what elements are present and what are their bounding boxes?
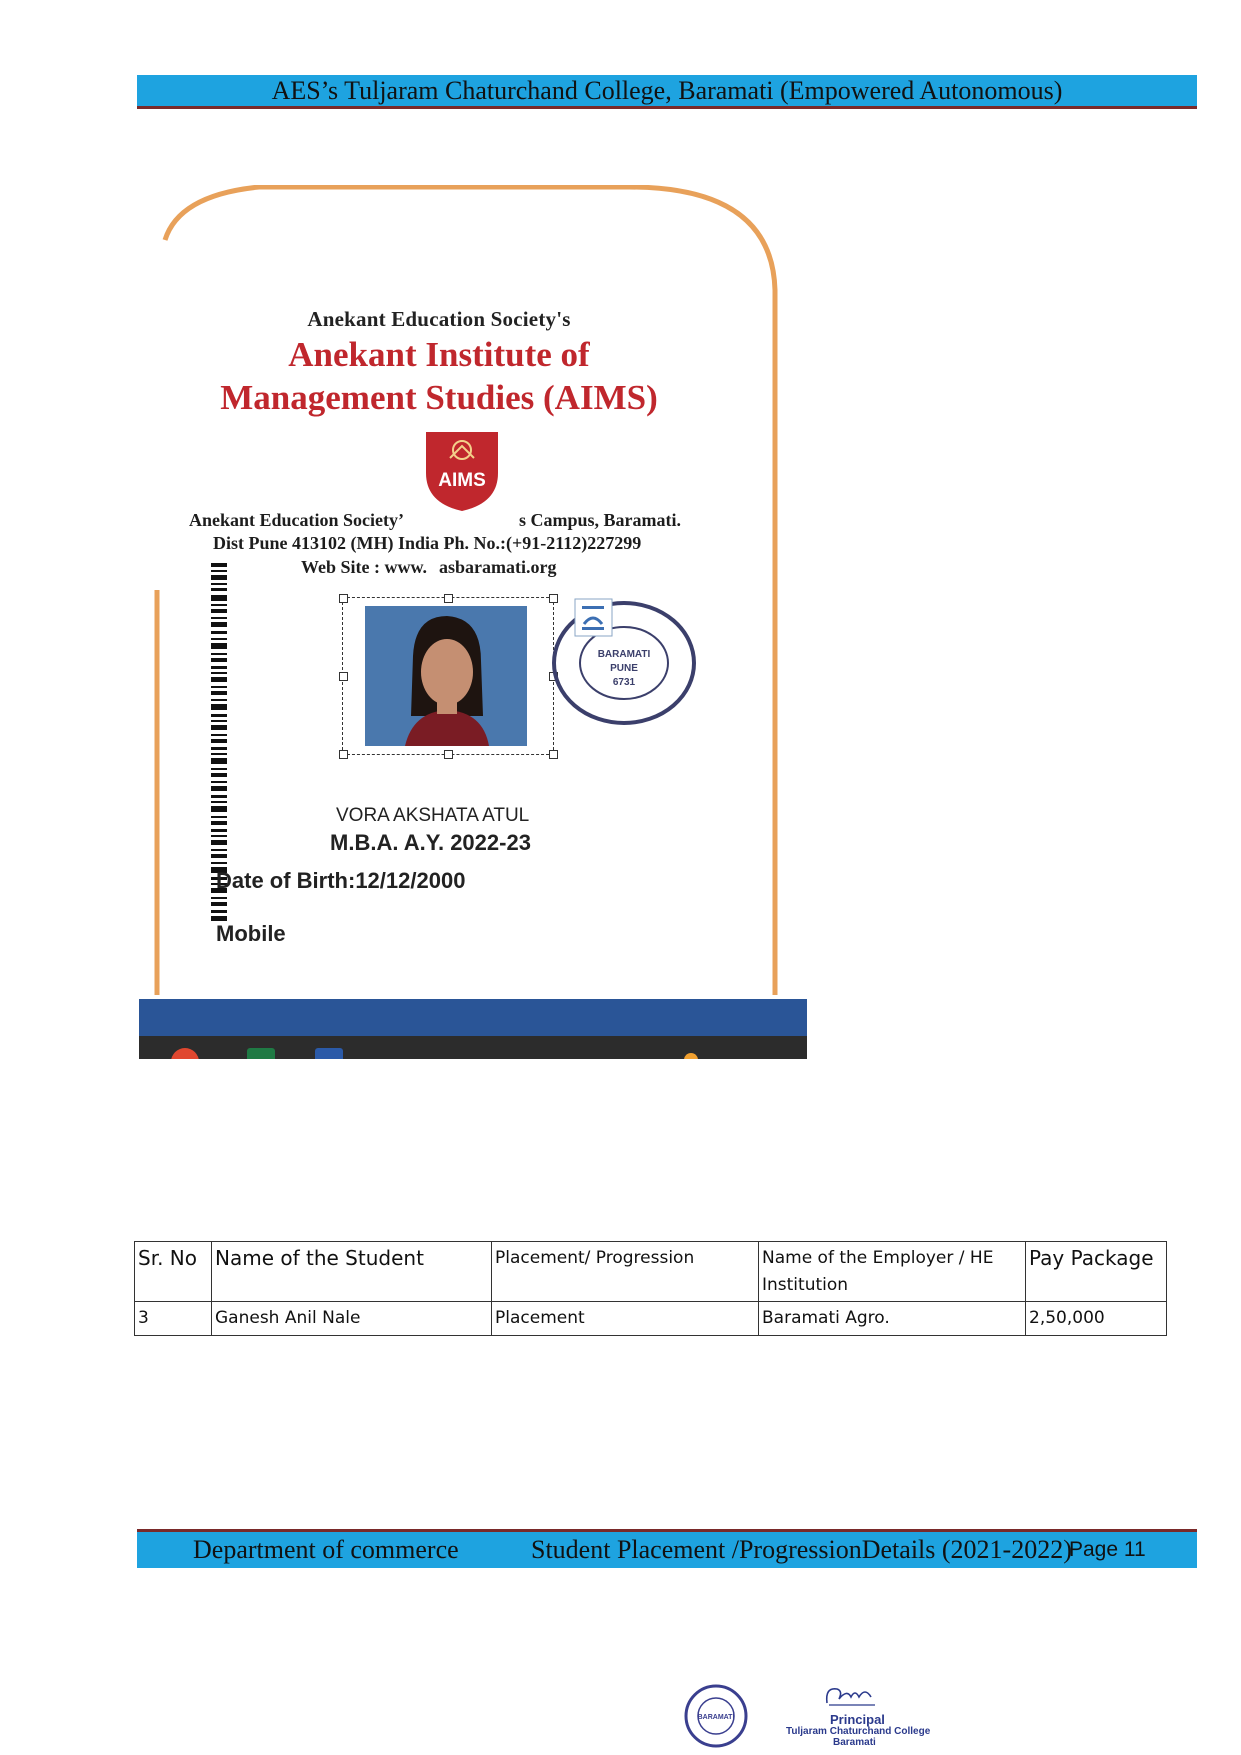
stamp-text-1: BARAMATI <box>597 649 651 660</box>
table-row <box>135 1302 1167 1336</box>
logo-text: AIMS <box>438 470 486 491</box>
cell-pay-package: 2,50,000 <box>1026 1302 1167 1336</box>
society-line: Anekant Education Society's <box>307 307 571 331</box>
principal-signature <box>821 1683 881 1711</box>
cell-student-name: Ganesh Anil Nale <box>212 1302 492 1336</box>
taskbar <box>139 1036 807 1059</box>
word-icon[interactable] <box>315 1048 343 1059</box>
stamp-text-3: 6731 <box>612 677 636 688</box>
excel-icon[interactable] <box>247 1048 275 1059</box>
date-of-birth: Date of Birth:12/12/2000 <box>216 868 466 893</box>
header-pay-package: Pay Package <box>1026 1242 1167 1302</box>
id-card-screenshot <box>139 185 807 1059</box>
seal-text: BARAMATI <box>697 1714 735 1721</box>
college-seal <box>683 1683 749 1749</box>
address-line-1-start: Anekant Education Society’ <box>189 510 405 530</box>
page-number: Page 11 <box>1069 1538 1146 1561</box>
cell-placement: Placement <box>492 1302 759 1336</box>
institute-stamp <box>549 595 699 735</box>
principal-city: Baramati <box>833 1737 876 1748</box>
header-employer: Name of the Employer / HE Institution <box>759 1242 1026 1302</box>
header-title: AES’s Tuljaram Chaturchand College, Baramati (Empowered Autonomous) <box>271 76 1063 105</box>
website-line-start: Web Site : www. <box>301 557 427 577</box>
footer-band <box>137 1529 1197 1568</box>
placement-table <box>134 1241 1167 1336</box>
student-photo <box>365 606 527 746</box>
header-student-name: Name of the Student <box>212 1242 492 1302</box>
principal-label: Principal <box>830 1712 885 1727</box>
footer-title: Student Placement /ProgressionDetails (2021-2022) <box>531 1535 1072 1564</box>
resize-handle[interactable] <box>339 594 348 603</box>
resize-handle[interactable] <box>444 750 453 759</box>
student-course: M.B.A. A.Y. 2022-23 <box>330 830 531 855</box>
header-placement: Placement/ Progression <box>492 1242 759 1302</box>
aims-logo <box>422 428 502 513</box>
student-name: VORA AKSHATA ATUL <box>336 805 530 826</box>
header-sr-no: Sr. No <box>135 1242 212 1302</box>
address-line-1-end: s Campus, Baramati. <box>519 510 682 530</box>
principal-college: Tuljaram Chaturchand College <box>786 1726 931 1737</box>
resize-handle[interactable] <box>444 594 453 603</box>
institute-name-line-2: Management Studies (AIMS) <box>220 378 658 417</box>
table-header-row <box>135 1242 1167 1302</box>
address-line-2: Dist Pune 413102 (MH) India Ph. No.:(+91-2112)227299 <box>213 533 642 553</box>
website-line-end: asbaramati.org <box>439 557 557 577</box>
mobile-label: Mobile <box>216 921 286 946</box>
window-bar <box>139 999 807 1036</box>
cell-employer: Baramati Agro. <box>759 1302 1026 1336</box>
stamp-text-2: PUNE <box>610 663 638 674</box>
footer-department: Department of commerce <box>193 1535 459 1564</box>
layout-options-icon[interactable] <box>574 598 614 638</box>
cell-sr-no: 3 <box>135 1302 212 1336</box>
resize-handle[interactable] <box>339 750 348 759</box>
resize-handle[interactable] <box>339 672 348 681</box>
header-band <box>137 75 1197 109</box>
institute-name-line-1: Anekant Institute of <box>288 335 590 374</box>
resize-handle[interactable] <box>549 750 558 759</box>
